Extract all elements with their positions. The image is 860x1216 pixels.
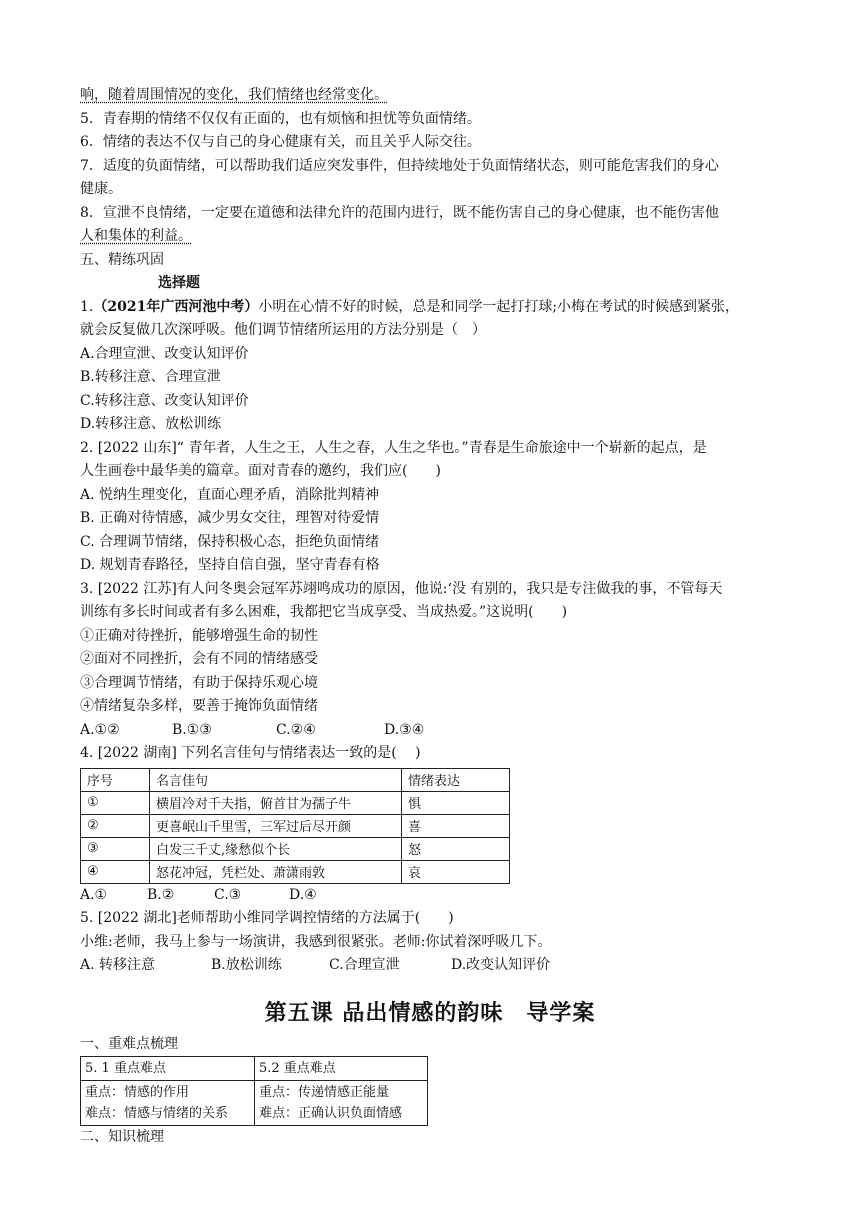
difficulty-point: 难点：情感与情绪的关系 <box>85 1106 229 1121</box>
sub-heading: 选择题 <box>158 275 200 291</box>
question-text: 训练有多长时间或者有多么困难，我都把它当成享受、当成热爱。”这说明( ) <box>80 604 568 620</box>
key-point: 重点：情感的作用 <box>85 1085 190 1100</box>
answer-options-row <box>80 884 780 908</box>
answer-option: B.转移注意、合理宣泄 <box>80 369 221 385</box>
answer-option: D. 规划青春路径，坚持自信自强，坚守青春有格 <box>80 557 380 573</box>
answer-option: A.①② <box>80 721 120 738</box>
question-2: 2. [2022 山东]“ 青年者，人生之王，人生之春，人生之华也。”青春是生命旅途中一个崭新的起点，是 <box>80 439 707 456</box>
table-cell: 惧 <box>402 791 510 814</box>
answer-option: D.改变认知评价 <box>451 957 551 973</box>
text-line: 8．宣泄不良情绪，一定要在道德和法律允许的范围内进行，既不能伤害自己的身心健康，也不能伤害他 <box>80 204 719 221</box>
table-cell: 白发三千丈,缘愁似个长 <box>150 837 402 860</box>
table-row <box>81 837 510 860</box>
answer-option: D.④ <box>289 886 317 903</box>
table-cell: 怒花冲冠，凭栏处、萧潇雨敦 <box>150 860 402 883</box>
question-3: 3. [2022 江苏]有人问冬奥会冠军苏翊鸣成功的原因，他说:‘没 有别的，我只是专注做我的事，不管每天 <box>80 580 723 597</box>
table-cell: ④ <box>81 860 150 883</box>
question-text: 人生画卷中最华美的篇章。面对青春的邀约，我们应( ) <box>80 463 441 479</box>
lesson-title: 第五课 品出情感的韵味 导学案 <box>264 1000 596 1026</box>
table-header-row <box>81 1057 428 1081</box>
statement-item: ④情绪复杂多样，要善于掩饰负面情绪 <box>80 698 318 714</box>
answer-option: B.①③ <box>172 721 212 738</box>
answer-option: B.放松训练 <box>211 957 282 973</box>
section-heading: 一、重难点梳理 <box>80 1035 178 1052</box>
answer-option: A. 转移注意 <box>80 957 156 973</box>
answer-options-row <box>80 719 780 743</box>
answer-option: C.转移注意、改变认知评价 <box>80 392 249 409</box>
statement-item: ②面对不同挫折，会有不同的情绪感受 <box>80 651 318 667</box>
question-source: （2021年广西河池中考） <box>93 298 259 315</box>
key-point: 重点：传递情感正能量 <box>259 1085 390 1100</box>
table-cell: ③ <box>81 837 150 860</box>
table-cell: 喜 <box>402 814 510 837</box>
difficulty-point: 难点：正确认识负面情感 <box>259 1106 403 1121</box>
answer-option: A.合理宣泄、改变认知评价 <box>80 345 249 362</box>
answer-option: C. 合理调节情绪，保持积极心态，拒绝负面情绪 <box>80 533 380 550</box>
table-header: 5.2 重点难点 <box>255 1057 428 1081</box>
question-text: 就会反复做几次深呼吸。他们调节情绪所运用的方法分别是（ ） <box>80 322 486 338</box>
table-row <box>81 791 510 814</box>
text-line: 5．青春期的情绪不仅仅有正面的，也有烦恼和担忧等负面情绪。 <box>80 110 481 127</box>
table-cell: 怒 <box>402 837 510 860</box>
table-cell: 哀 <box>402 860 510 883</box>
answer-option: D.转移注意、放松训练 <box>80 416 222 432</box>
answer-option: C.③ <box>214 886 242 903</box>
table-row <box>81 814 510 837</box>
answer-option: B.② <box>147 886 175 903</box>
table-cell: ① <box>81 791 150 814</box>
table-row <box>81 1081 428 1126</box>
answer-option: A. 悦纳生理变化，直面心理矛盾，消除批判精神 <box>80 486 380 503</box>
table-header: 序号 <box>81 768 150 791</box>
answer-option: B. 正确对待情感，减少男女交往，理智对待爱情 <box>80 510 380 526</box>
text-line: 健康。 <box>80 181 122 197</box>
key-points-table <box>80 1056 428 1126</box>
section-heading: 五、精练巩固 <box>80 251 164 268</box>
table-header: 名言佳句 <box>150 768 402 791</box>
answer-option: A.① <box>80 886 108 903</box>
text-line <box>80 84 780 108</box>
question-text: 小明在心情不好的时候，总是和同学一起打打球;小梅在考试的时候感到紧张， <box>258 298 740 315</box>
text-line: 7．适度的负面情绪，可以帮助我们适应突发事件，但持续地处于负面情绪状态，则可能危害我们的身心 <box>80 157 719 174</box>
table-cell: ② <box>81 814 150 837</box>
answer-options-row <box>80 954 780 978</box>
question-1 <box>80 296 780 320</box>
table-header-row <box>81 768 510 791</box>
question-text: 小维:老师，我马上参与一场演讲，我感到很紧张。老师:你试着深呼吸几下。 <box>80 933 552 950</box>
statement-item: ①正确对待挫折，能够增强生命的韧性 <box>80 627 318 644</box>
table-cell: 横眉冷对千夫指，俯首甘为孺子牛 <box>150 791 402 814</box>
table-row <box>81 860 510 883</box>
table-header: 情绪表达 <box>402 768 510 791</box>
table-cell <box>255 1081 428 1126</box>
answer-option: C.②④ <box>276 721 316 738</box>
section-heading: 二、知识梳理 <box>80 1129 164 1145</box>
answer-option: D.③④ <box>384 721 425 738</box>
statement-item: ③合理调节情绪，有助于保持乐观心境 <box>80 674 318 691</box>
question-5: 5. [2022 湖北]老师帮助小维同学调控情绪的方法属于( ) <box>80 910 454 926</box>
question-number: 1. <box>80 298 94 315</box>
text-line-content: 响，随着周围情况的变化，我们情绪也经常变化。 <box>80 87 388 103</box>
table-cell: 更喜岷山千里雪，三军过后尽开颜 <box>150 814 402 837</box>
answer-option: C.合理宣泄 <box>329 957 400 973</box>
table-cell <box>81 1081 255 1126</box>
question-4: 4. [2022 湖南] 下列名言佳句与情绪表达一致的是( ) <box>80 745 421 761</box>
text-line: 6．情绪的表达不仅与自己的身心健康有关，而且关乎人际交往。 <box>80 134 481 150</box>
text-line-content: 人和集体的利益。 <box>80 228 192 244</box>
text-line <box>80 225 780 249</box>
quotes-table <box>80 768 510 884</box>
table-header: 5. 1 重点难点 <box>81 1057 255 1081</box>
document-page <box>80 84 780 1150</box>
